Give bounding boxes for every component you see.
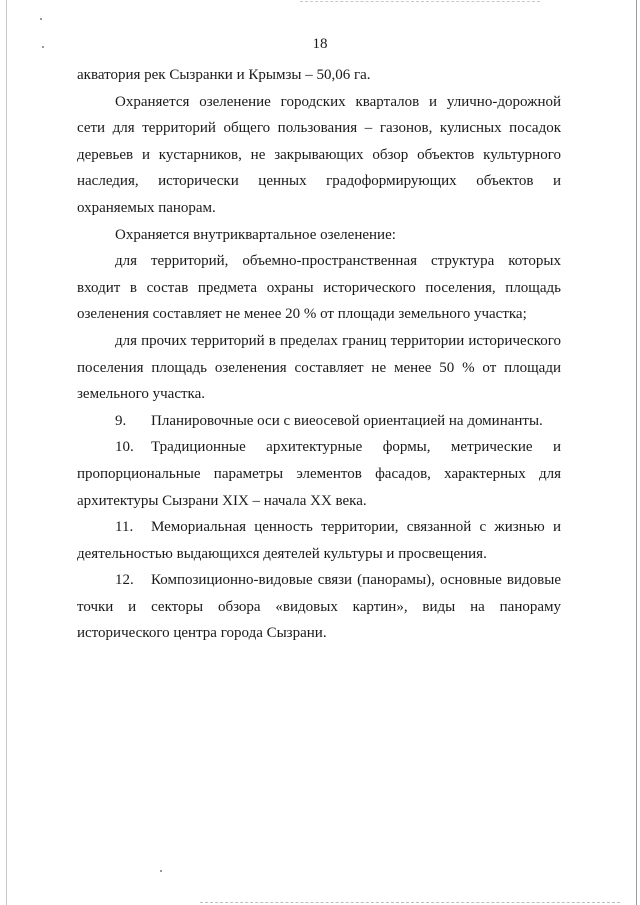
- scan-speck: [160, 870, 162, 872]
- paragraph: Охраняется озеленение городских кварталов и улично-дорожной сети для территорий общего пользования – газонов, кулисных посадок деревьев и кустарников, не закрывающих обзор объектов культурного наследия, исторически ценных градоформирующих объектов и охраняемых панорам.: [77, 93, 561, 216]
- paragraph: Охраняется внутриквартальное озеленение:: [115, 226, 396, 243]
- list-item-text: Композиционно-видовые связи (панорамы), основные видовые точки и секторы обзора «видовых картин», виды на панораму исторического центра города Сызрани.: [77, 572, 561, 642]
- paragraph: акватория рек Сызранки и Крымзы – 50,06 га.: [77, 67, 371, 83]
- list-item-number: 11.: [115, 519, 134, 536]
- list-item-number: 9.: [115, 412, 127, 429]
- paragraph: для территорий, объемно-пространственная структура которых входит в состав предмета охраны исторического поселения, площадь озеленения составляет не менее 20 % от площади земельного участка;: [77, 253, 561, 323]
- scan-speck: [40, 18, 42, 20]
- document-body: [77, 62, 561, 647]
- scan-edge-top: [300, 1, 540, 3]
- list-item: [77, 408, 561, 435]
- list-item-number: 10.: [115, 439, 134, 456]
- page-number: 18: [312, 36, 328, 52]
- list-item-text: Мемориальная ценность территории, связанной с жизнью и деятельностью выдающихся деятелей культуры и просвещения.: [77, 519, 561, 562]
- scan-edge-bottom: [200, 902, 620, 904]
- list-item-text: Планировочные оси с виеосевой ориентацией на доминанты.: [151, 412, 543, 429]
- list-item-text: Традиционные архитектурные формы, метрические и пропорциональные параметры элементов фасадов, характерных для архитектуры Сызрани XIX – начала XX века.: [77, 439, 561, 509]
- list-item: [77, 434, 561, 514]
- scan-edge-left: [6, 0, 7, 905]
- list-item: [77, 567, 561, 647]
- scan-edge-right: [636, 0, 637, 905]
- list-item-number: 12.: [115, 572, 134, 589]
- paragraph: для прочих территорий в пределах границ территории исторического поселения площадь озеленения составляет не менее 50 % от площади земельного участка.: [77, 332, 561, 403]
- list-item: [77, 514, 561, 567]
